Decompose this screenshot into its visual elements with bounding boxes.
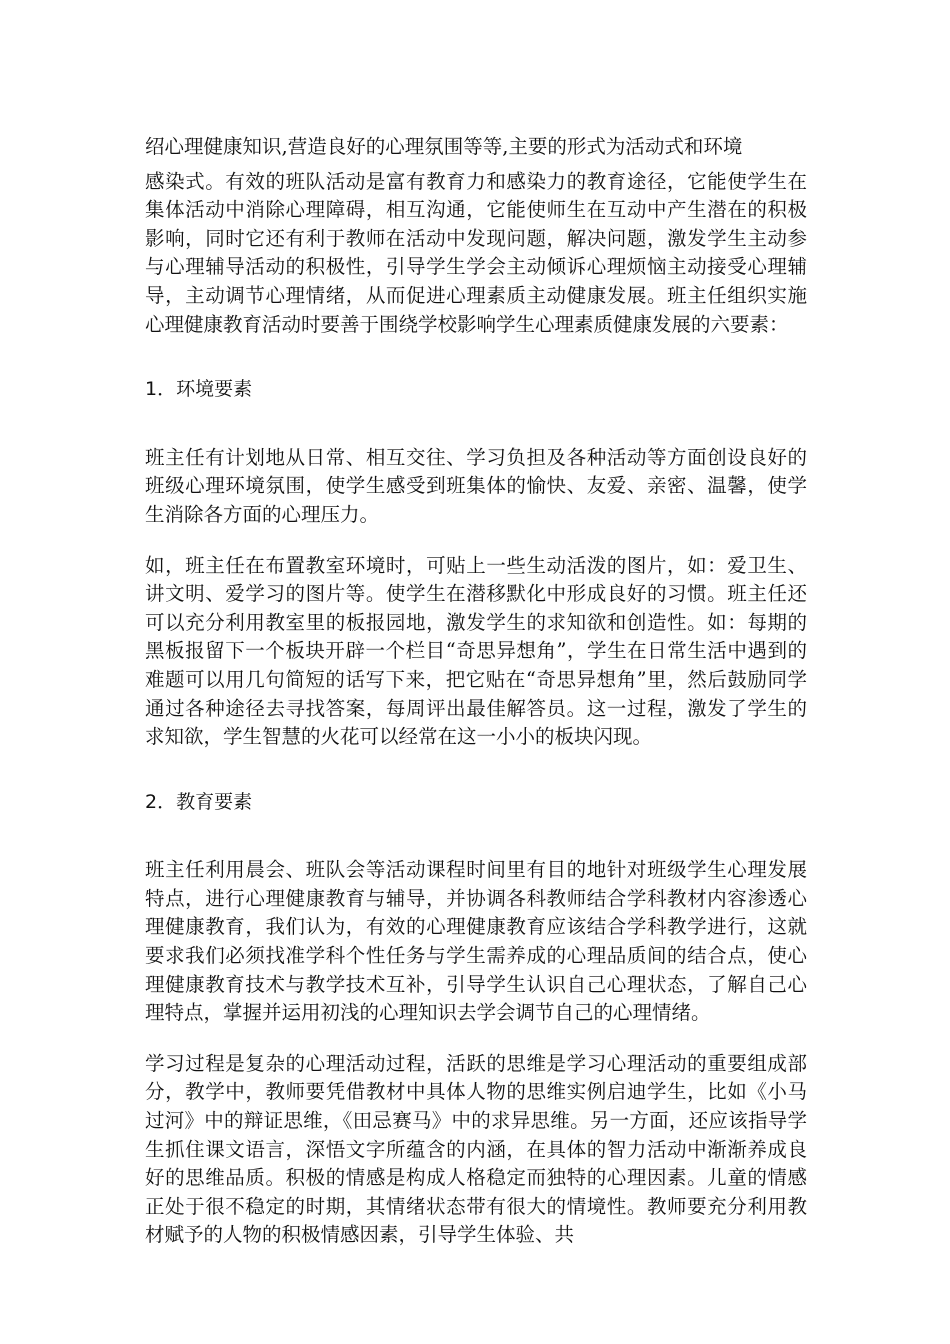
paragraph: 学习过程是复杂的心理活动过程，活跃的思维是学习心理活动的重要组成部分，教学中，教师要凭借教材中具体人物的思维实例启迪学生，比如《小马过河》中的辩证思维，《田忌赛马》中的求异思维。另一方面，还应该指导学生抓住课文语言，深悟文字所蕴含的内涵，在具体的智力活动中渐渐养成良好的思维品质。积极的情感是构成人格稳定而独特的心理因素。儿童的情感正处于很不稳定的时期，其情绪状态带有很大的情境性。教师要充分利用教材赋予的人物的积极情感因素，引导学生体验、共: [145, 1051, 807, 1247]
spacer: [145, 530, 807, 552]
paragraph: 班主任有计划地从日常、相互交往、学习负担及各种活动等方面创设良好的班级心理环境氛围，使学生感受到班集体的愉快、友爱、亲密、温馨，使学生消除各方面的心理压力。: [145, 445, 807, 526]
paragraph: 班主任利用晨会、班队会等活动课程时间里有目的地针对班级学生心理发展特点，进行心理健康教育与辅导，并协调各科教师结合学科教材内容渗透心理健康教育，我们认为，有效的心理健康教育应该结合学科教学进行，这就要求我们必须找准学科个性任务与学生需养成的心理品质间的结合点，使心理健康教育技术与教学技术互补，引导学生认识自己心理状态，了解自己心理特点，掌握并运用初浅的心理知识去学会调节自己的心理情绪。: [145, 858, 807, 1025]
spacer: [145, 1028, 807, 1050]
spacer: [145, 404, 807, 444]
intro-line: 绍心理健康知识,营造良好的心理氛围等等,主要的形式为活动式和环境: [145, 135, 743, 158]
section-heading-education: 2．教育要素: [145, 790, 253, 813]
document-page: [145, 133, 807, 1250]
paragraph: 如，班主任在布置教室环境时，可贴上一些生动活泼的图片，如：爱卫生、讲文明、爱学习的图片等。使学生在潜移默化中形成良好的习惯。班主任还可以充分利用教室里的板报园地，激发学生的求知欲和创造性。如：每期的黑板报留下一个板块开辟一个栏目“奇思异想角”，学生在日常生活中遇到的难题可以用几句简短的话写下来，把它贴在“奇思异想角”里，然后鼓励同学通过各种途径去寻找答案，每周评出最佳解答员。这一过程，激发了学生的求知欲，学生智慧的火花可以经常在这一小小的板块闪现。: [145, 553, 807, 749]
intro-paragraph: 感染式。有效的班队活动是富有教育力和感染力的教育途径，它能使学生在集体活动中消除心理障碍，相互沟通，它能使师生在互动中产生潜在的积极影响，同时它还有利于教师在活动中发现问题，解决问题，激发学生主动参与心理辅导活动的积极性，引导学生学会主动倾诉心理烦恼主动接受心理辅导，主动调节心理情绪，从而促进心理素质主动健康发展。班主任组织实施心理健康教育活动时要善于围绕学校影响学生心理素质健康发展的六要素：: [145, 169, 807, 336]
section-heading-environment: 1．环境要素: [145, 378, 253, 401]
spacer: [145, 816, 807, 856]
spacer: [145, 339, 807, 375]
spacer: [145, 752, 807, 788]
